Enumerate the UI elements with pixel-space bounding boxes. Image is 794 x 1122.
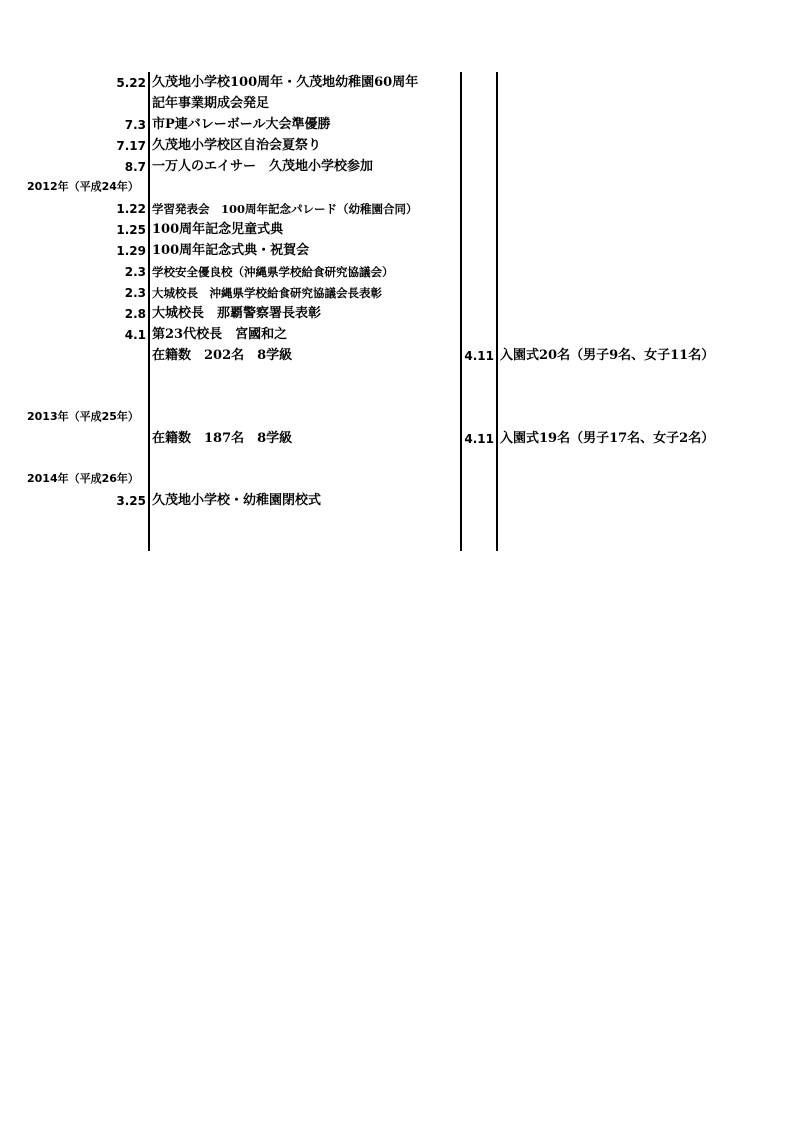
- year-heading-2014: 2014年（平成26年）: [27, 472, 139, 485]
- event-text: 一万人のエイサー 久茂地小学校参加: [152, 159, 374, 174]
- year-heading-2012: 2012年（平成24年）: [27, 180, 139, 193]
- event-date: 1.22: [116, 202, 146, 216]
- kinder-text-2012: 入園式20名（男子9名、女子11名）: [500, 348, 715, 363]
- kinder-date-2012: 4.11: [464, 349, 494, 363]
- event-text: 大城校長 沖縄県学校給食研究協議会長表彰: [152, 286, 382, 300]
- event-date: 7.17: [116, 139, 146, 153]
- event-date: 2.3: [124, 286, 146, 300]
- event-date: 2.8: [124, 307, 146, 321]
- event-date: 3.25: [116, 494, 146, 508]
- enrollment-2012: 在籍数 202名 8学級: [152, 348, 293, 363]
- event-text: 記年事業期成会発足: [152, 96, 270, 111]
- event-text: 久茂地小学校・幼稚園閉校式: [152, 493, 322, 508]
- event-date: 1.25: [116, 223, 146, 237]
- event-text: 学校安全優良校（沖縄県学校給食研究協議会）: [152, 265, 394, 279]
- event-text: 久茂地小学校100周年・久茂地幼稚園60周年: [152, 75, 419, 90]
- event-date: 4.1: [124, 328, 146, 342]
- column-divider-middle: [460, 72, 462, 551]
- year-heading-2013: 2013年（平成25年）: [27, 410, 139, 423]
- event-text: 第23代校長 宮國和之: [152, 327, 288, 342]
- kinder-text-2013: 入園式19名（男子17名、女子2名）: [500, 431, 715, 446]
- event-date: 5.22: [116, 76, 146, 90]
- event-text: 大城校長 那覇警察署長表彰: [152, 306, 322, 321]
- column-divider-left: [148, 72, 150, 551]
- event-date: 1.29: [116, 244, 146, 258]
- event-text: 100周年記念式典・祝賀会: [152, 243, 310, 258]
- event-date: 7.3: [124, 118, 146, 132]
- enrollment-2013: 在籍数 187名 8学級: [152, 431, 293, 446]
- event-date: 2.3: [124, 265, 146, 279]
- column-divider-right: [496, 72, 498, 551]
- event-text: 久茂地小学校区自治会夏祭り: [152, 138, 322, 153]
- event-text: 市P連バレーボール大会準優勝: [152, 117, 331, 132]
- event-text: 100周年記念児童式典: [152, 222, 284, 237]
- event-date: 8.7: [124, 160, 146, 174]
- kinder-date-2013: 4.11: [464, 432, 494, 446]
- event-text: 学習発表会 100周年記念パレード（幼稚園合同）: [152, 202, 418, 216]
